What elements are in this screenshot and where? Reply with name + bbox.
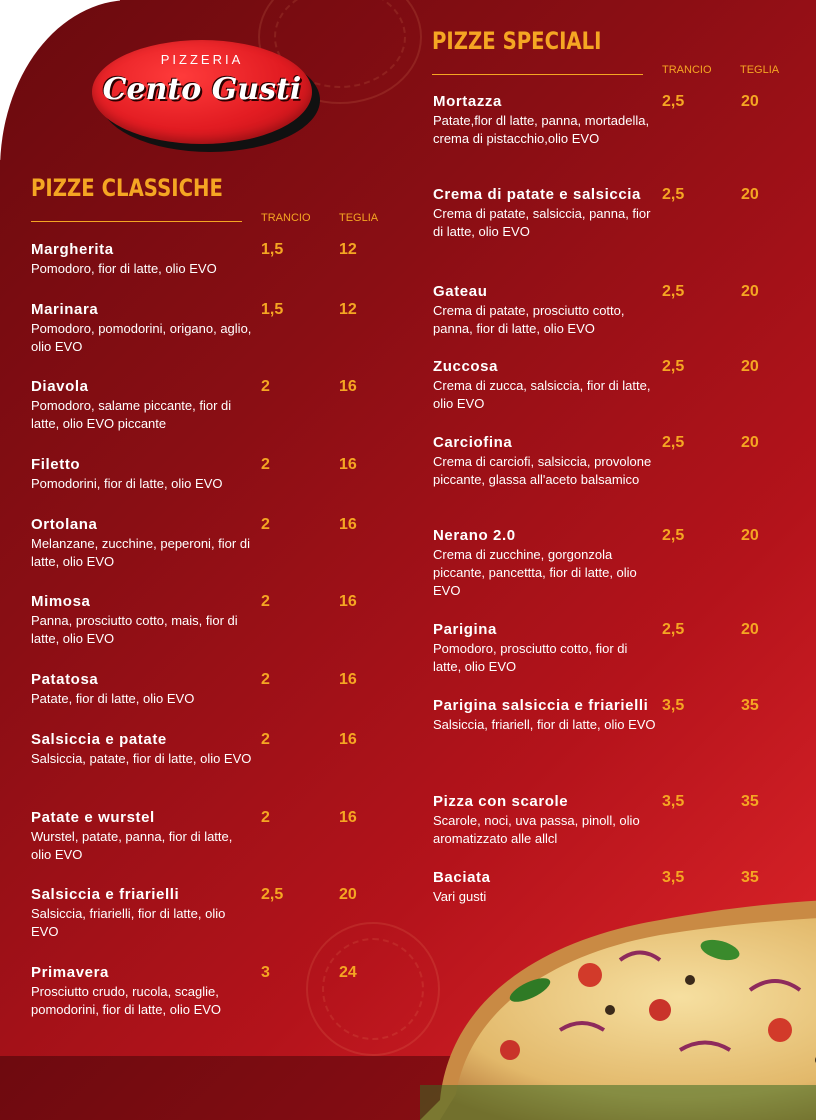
price-trancio: 2 <box>261 516 270 533</box>
menu-item-name: Filetto <box>31 456 81 473</box>
price-teglia: 12 <box>339 241 357 258</box>
price-teglia: 16 <box>339 731 357 748</box>
price-teglia: 16 <box>339 378 357 395</box>
menu-item-name: Parigina salsiccia e friarielli <box>433 697 649 714</box>
section-rule <box>31 221 242 222</box>
price-trancio: 3,5 <box>662 697 685 714</box>
menu-item-description: Salsiccia, friariell, fior di latte, olio EVO <box>433 717 656 732</box>
price-trancio: 3 <box>261 964 270 981</box>
menu-item <box>31 455 253 493</box>
price-teglia: 16 <box>339 593 357 610</box>
menu-item-name: Baciata <box>433 869 491 886</box>
menu-item-description: Vari gusti <box>433 889 487 904</box>
price-trancio: 2,5 <box>662 283 685 300</box>
price-trancio: 2 <box>261 671 270 688</box>
menu-item-description: Pomodoro, pomodorini, origano, aglio, olio EVO <box>31 321 252 354</box>
section-title-speciali: PIZZE SPECIALI <box>432 27 602 55</box>
menu-item <box>31 377 253 433</box>
menu-item-description: Pomodorini, fior di latte, olio EVO <box>31 476 223 491</box>
menu-item-description: Crema di zucchine, gorgonzola piccante, pancettta, fior di latte, olio EVO <box>433 547 637 598</box>
column-header-trancio: TRANCIO <box>662 64 712 76</box>
column-header-teglia: TEGLIA <box>740 64 780 76</box>
price-teglia: 12 <box>339 301 357 318</box>
section-title-classiche: PIZZE CLASSICHE <box>31 174 223 202</box>
menu-item-description: Salsiccia, friarielli, fior di latte, olio EVO <box>31 906 226 939</box>
price-trancio: 2,5 <box>662 621 685 638</box>
price-trancio: 2,5 <box>662 527 685 544</box>
price-teglia: 20 <box>741 358 759 375</box>
pizzeria-logo <box>92 40 312 144</box>
price-trancio: 2 <box>261 456 270 473</box>
price-trancio: 2,5 <box>662 93 685 110</box>
menu-item <box>433 696 658 734</box>
menu-item-name: Patatosa <box>31 671 99 688</box>
menu-item <box>433 620 658 676</box>
menu-item-description: Melanzane, zucchine, peperoni, fior di latte, olio EVO <box>31 536 250 569</box>
column-header-trancio: TRANCIO <box>261 212 311 224</box>
menu-item-name: Pizza con scarole <box>433 793 569 810</box>
menu-item-description: Patate,flor dl latte, panna, mortadella, crema di pistacchio,olio EVO <box>433 113 650 146</box>
price-trancio: 3,5 <box>662 793 685 810</box>
menu-item <box>433 185 658 241</box>
menu-item <box>433 792 658 848</box>
menu-item-description: Scarole, noci, uva passa, pinoll, olio aromatizzato alle allcl <box>433 813 640 846</box>
price-trancio: 2 <box>261 378 270 395</box>
menu-item <box>31 300 253 356</box>
price-teglia: 35 <box>741 869 759 886</box>
pizza-photo-image <box>420 880 816 1120</box>
menu-item-description: Pomodoro, prosciutto cotto, fior di latte, olio EVO <box>433 641 628 674</box>
menu-item <box>31 963 253 1019</box>
menu-item-name: Salsiccia e friarielli <box>31 886 180 903</box>
menu-item <box>433 282 658 338</box>
menu-item-name: Patate e wurstel <box>31 809 155 826</box>
column-header-teglia: TEGLIA <box>339 212 379 224</box>
price-teglia: 35 <box>741 697 759 714</box>
menu-item-name: Mortazza <box>433 93 502 110</box>
menu-item-description: Wurstel, patate, panna, fior di latte, olio EVO <box>31 829 233 862</box>
menu-item-description: Crema di patate, salsiccia, panna, fior di latte, olio EVO <box>433 206 651 239</box>
menu-item-description: Pomodoro, salame piccante, fior di latte, olio EVO piccante <box>31 398 232 431</box>
menu-item-description: Crema di patate, prosciutto cotto, panna, fior di latte, olio EVO <box>433 303 625 336</box>
menu-item-description: Pomodoro, fior di latte, olio EVO <box>31 261 217 276</box>
menu-item <box>31 515 253 571</box>
menu-item <box>31 730 253 768</box>
menu-item-name: Carciofina <box>433 434 513 451</box>
price-trancio: 2,5 <box>662 186 685 203</box>
menu-item-description: Prosciutto crudo, rucola, scaglie, pomodorini, fior di latte, olio EVO <box>31 984 222 1017</box>
menu-item-name: Nerano 2.0 <box>433 527 516 544</box>
menu-item-name: Primavera <box>31 964 109 981</box>
menu-item <box>433 433 658 489</box>
price-teglia: 16 <box>339 516 357 533</box>
menu-item-description: Patate, fior di latte, olio EVO <box>31 691 195 706</box>
menu-item-name: Crema di patate e salsiccia <box>433 186 641 203</box>
menu-item-description: Panna, prosciutto cotto, mais, fior di latte, olio EVO <box>31 613 238 646</box>
menu-item-description: Salsiccia, patate, fior di latte, olio EVO <box>31 751 252 766</box>
menu-item-name: Mimosa <box>31 593 91 610</box>
menu-item-name: Diavola <box>31 378 89 395</box>
price-trancio: 1,5 <box>261 241 284 258</box>
menu-item-description: Crema di carciofi, salsiccia, provolone piccante, glassa all'aceto balsamico <box>433 454 652 487</box>
price-teglia: 20 <box>741 283 759 300</box>
price-teglia: 16 <box>339 809 357 826</box>
menu-item <box>433 92 658 148</box>
menu-item-name: Marinara <box>31 301 99 318</box>
price-teglia: 20 <box>741 186 759 203</box>
menu-item-name: Zuccosa <box>433 358 499 375</box>
section-rule <box>432 74 643 75</box>
menu-item <box>433 526 658 600</box>
price-teglia: 24 <box>339 964 357 981</box>
menu-item-name: Ortolana <box>31 516 98 533</box>
menu-item <box>31 885 253 941</box>
price-trancio: 2 <box>261 809 270 826</box>
price-teglia: 20 <box>741 527 759 544</box>
menu-item <box>31 670 253 708</box>
price-trancio: 2,5 <box>261 886 284 903</box>
menu-item <box>433 357 658 413</box>
price-teglia: 35 <box>741 793 759 810</box>
logo-subtitle: PIZZERIA <box>160 52 244 67</box>
price-teglia: 16 <box>339 456 357 473</box>
price-trancio: 3,5 <box>662 869 685 886</box>
price-trancio: 2 <box>261 593 270 610</box>
menu-item <box>31 240 253 278</box>
price-trancio: 2,5 <box>662 434 685 451</box>
menu-item-name: Gateau <box>433 283 488 300</box>
price-teglia: 16 <box>339 671 357 688</box>
logo-title: Cento Gusti <box>102 72 302 107</box>
menu-item-description: Crema di zucca, salsiccia, fior di latte, olio EVO <box>433 378 651 411</box>
price-teglia: 20 <box>741 621 759 638</box>
menu-item <box>31 808 253 864</box>
price-teglia: 20 <box>339 886 357 903</box>
menu-item <box>31 592 253 648</box>
price-trancio: 1,5 <box>261 301 284 318</box>
price-teglia: 20 <box>741 93 759 110</box>
menu-item-name: Parigina <box>433 621 497 638</box>
menu-item-name: Margherita <box>31 241 114 258</box>
price-trancio: 2,5 <box>662 358 685 375</box>
menu-item-name: Salsiccia e patate <box>31 731 167 748</box>
price-trancio: 2 <box>261 731 270 748</box>
price-teglia: 20 <box>741 434 759 451</box>
